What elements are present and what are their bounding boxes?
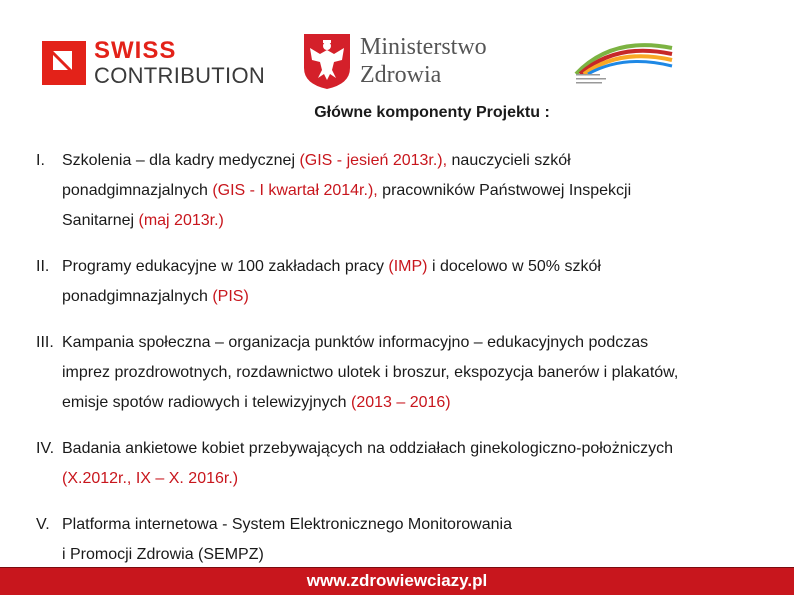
text-segment: ponadgimnazjalnych [62,182,213,199]
text-segment: Szkolenia – dla kadry medycznej [62,152,300,169]
website-url-link[interactable]: www.zdrowiewciazy.pl [306,571,488,590]
list-item-line [62,206,776,236]
highlighted-note: (PIS) [212,288,249,305]
partner-arc-logo [572,34,676,86]
list-item-number: II. [36,258,50,275]
text-segment: emisje spotów radiowych i telewizyjnych [62,394,351,411]
text-segment: imprez prozdrowotnych, rozdawnictwo ulotek i broszur, ekspozycja banerów i plakatów, [62,364,679,381]
text-segment: Sanitarnej [62,212,139,229]
list-item [36,252,776,312]
highlighted-note: (maj 2013r.) [138,212,224,229]
list-item-line [62,464,776,494]
swiss-mark-icon [42,41,86,85]
list-item-number: I. [36,152,45,169]
list-item-line [62,328,776,358]
list-item-line [62,176,776,206]
list-item-line [62,282,776,312]
text-segment: ponadgimnazjalnych [62,288,213,305]
text-segment: Platforma internetowa - System Elektronicznego Monitorowania [62,516,512,533]
text-segment: i docelowo w 50% szkół [427,258,601,275]
list-item-line [62,252,776,282]
list-item [36,328,776,418]
footer-bar [0,567,794,595]
polish-eagle-shield-icon [302,32,352,90]
swiss-logo-line1: SWISS [94,37,177,64]
highlighted-note: (GIS - I kwartał 2014r.), [212,182,378,199]
component-list [36,146,776,586]
list-item-line [62,434,776,464]
swiss-contribution-logo [42,38,265,88]
text-segment: pracowników Państwowej Inspekcji [377,182,632,199]
list-item [36,510,776,570]
ministry-logo-line1: Ministerstwo [360,34,487,60]
highlighted-note: (GIS - jesień 2013r.), [299,152,448,169]
highlighted-note: (IMP) [388,258,428,275]
ministry-of-health-logo [302,32,487,90]
list-item-line [62,358,776,388]
list-item-line [62,388,776,418]
list-item-number: IV. [36,440,55,457]
text-segment: Programy edukacyjne w 100 zakładach pracy [62,258,389,275]
list-item-number: V. [36,516,50,533]
swiss-logo-line2: CONTRIBUTION [94,63,266,88]
highlighted-note: (2013 – 2016) [351,394,451,411]
text-segment: i Promocji Zdrowia (SEMPZ) [62,546,264,563]
text-segment: nauczycieli szkół [447,152,571,169]
text-segment: Badania ankietowe kobiet przebywających na oddziałach ginekologiczno-położniczych [62,440,674,457]
list-item-line [62,540,776,570]
list-item-number: III. [36,334,54,351]
highlighted-note: (X.2012r., IX – X. 2016r.) [62,470,239,487]
list-item-line [62,510,776,540]
list-item [36,146,776,236]
list-item [36,434,776,494]
text-segment: Kampania społeczna – organizacja punktów informacyjno – edukacyjnych podczas [62,334,649,351]
ministry-logo-line2: Zdrowia [360,62,442,88]
page-title: Główne komponenty Projektu : [314,104,550,121]
list-item-line [62,146,776,176]
